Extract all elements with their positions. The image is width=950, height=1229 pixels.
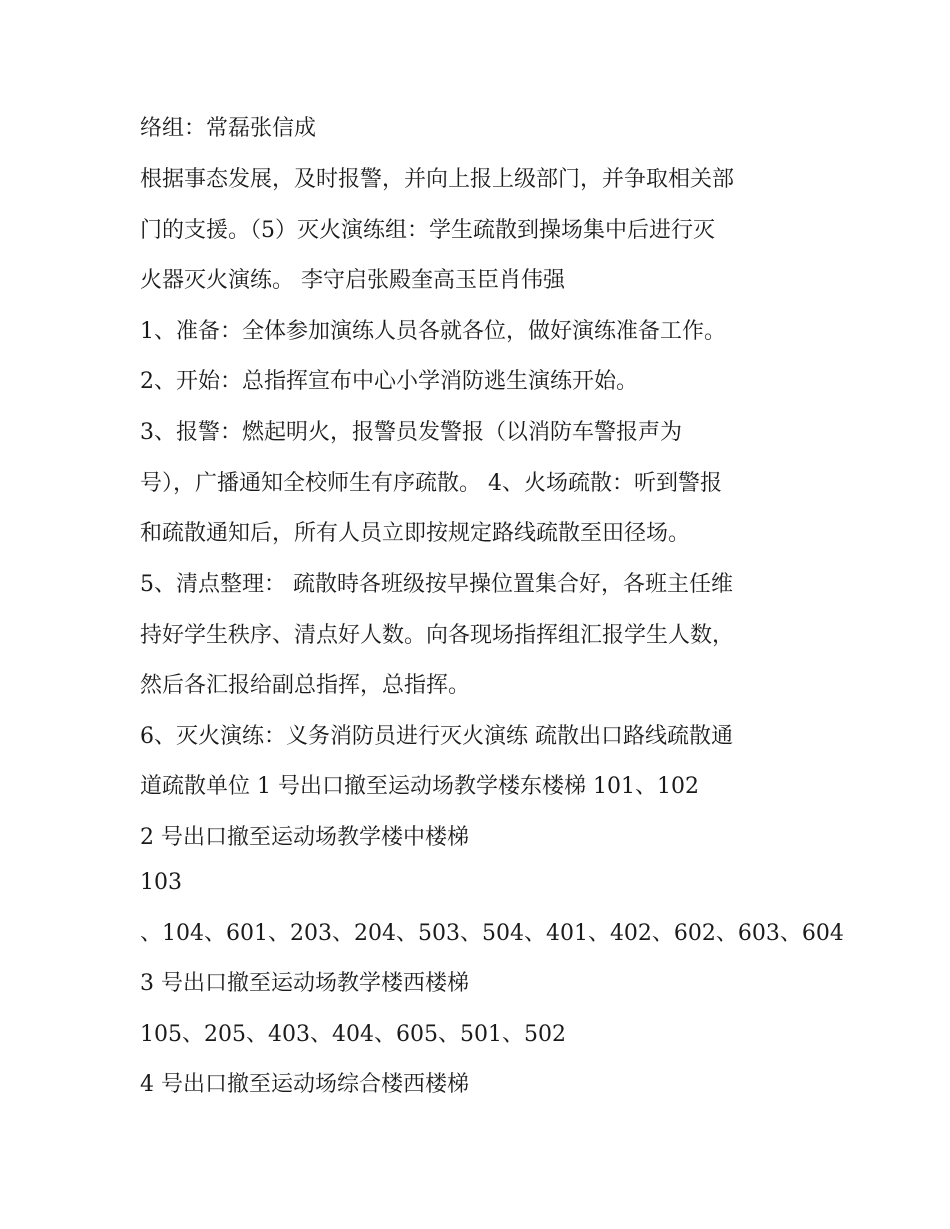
text-line-13: 6、灭火演练：义务消防员进行灭火演练 疏散出口路线疏散通	[140, 724, 733, 749]
text-line-9: 和疏散通知后，所有人员立即按规定路线疏散至田径场。	[140, 521, 691, 546]
text-line-12: 然后各汇报给副总指挥，总指挥。	[140, 673, 471, 698]
text-line-5: 1、准备：全体参加演练人员各就各位，做好演练准备工作。	[140, 319, 726, 344]
text-line-15: 2 号出口撤至运动场教学楼中楼梯	[140, 825, 469, 850]
text-line-20: 4 号出口撤至运动场综合楼西楼梯	[140, 1072, 469, 1097]
text-line-6: 2、开始：总指挥宣布中心小学消防逃生演练开始。	[140, 369, 638, 394]
text-line-14: 道疏散单位 1 号出口撤至运动场教学楼东楼梯 101、102	[140, 774, 699, 799]
text-line-10: 5、清点整理： 疏散時各班级按早操位置集合好，各班主任维	[140, 572, 733, 597]
text-line-3: 门的支援。（5）灭火演练组：学生疏散到操场集中后进行灭	[140, 218, 715, 243]
text-line-1: 络组：常磊张信成	[140, 116, 317, 141]
text-line-4: 火器灭火演练。 李守启张殿奎高玉臣肖伟强	[140, 268, 565, 293]
text-line-18: 3 号出口撤至运动场教学楼西楼梯	[140, 971, 469, 996]
text-line-2: 根据事态发展，及时报警，并向上报上级部门，并争取相关部	[140, 167, 735, 192]
text-line-11: 持好学生秩序、清点好人数。向各现场指挥组汇报学生人数，	[140, 623, 735, 648]
text-line-17: 、104、601、203、204、503、504、401、402、602、603、604	[140, 921, 844, 946]
text-line-16: 103	[140, 870, 182, 895]
text-line-7: 3、报警：燃起明火，报警员发警报（以消防车警报声为	[140, 420, 682, 445]
text-line-19: 105、205、403、404、605、501、502	[140, 1022, 566, 1047]
text-line-8: 号），广播通知全校师生有序疏散。 4、火场疏散：听到警报	[140, 471, 722, 496]
